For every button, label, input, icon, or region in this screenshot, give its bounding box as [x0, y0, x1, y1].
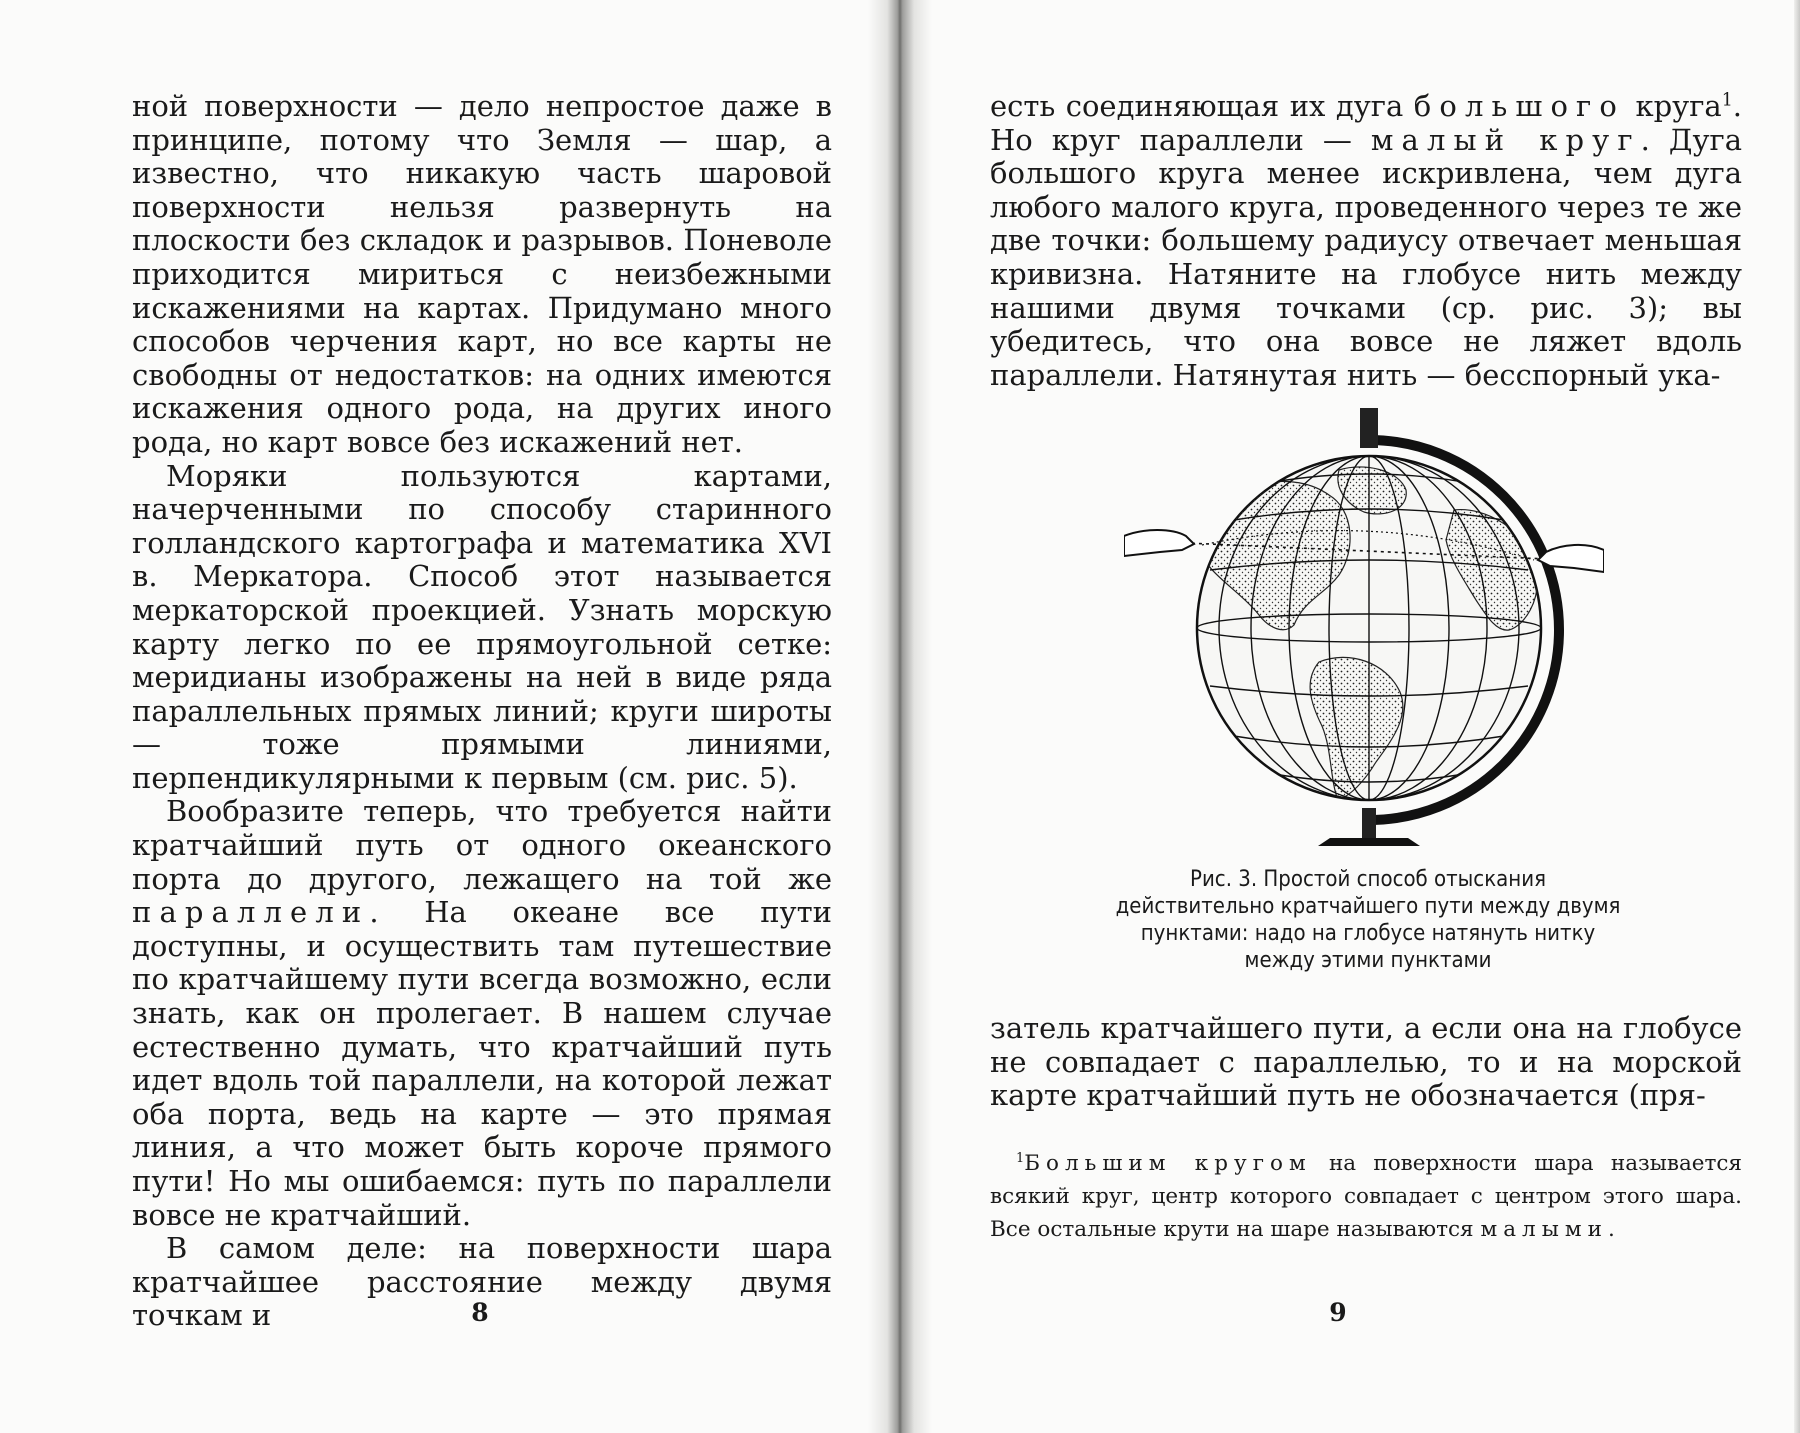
paragraph-5-mid: . Но круг параллели —: [990, 89, 1742, 157]
right-page-body-bottom: [990, 1012, 1742, 1113]
footnote-marker: 1: [1016, 1150, 1025, 1166]
left-hand: [1124, 530, 1194, 556]
paragraph-4: В самом деле: на поверхности шара кратчайшее расстояние между двумя точкам и: [132, 1231, 832, 1333]
footnote-tail: малыми: [1480, 1217, 1608, 1242]
paragraph-2: Моряки пользуются картами, начерченными по способу старинного голландского картографа и математика XVI в. Меркатора. Способ этот называется меркаторской проекцией. Узнать морскую карту легко по ее прямоугольной сетке: меридианы изображены на ней в виде ряда параллельных прямых линий; круги широты — тоже прямыми линиями, перпендикулярными к первым (см. рис. 5).: [132, 458, 832, 795]
paragraph-3-lead: Вообразите теперь, что требуется найти кратчайший путь от одного океанского порта до другого, лежащего на той же: [132, 794, 832, 896]
footnote-body: на поверхности шара называется всякий круг, центр которого совпадает с центром этого шара. Все остальные крути на шаре называются: [990, 1151, 1742, 1242]
emphasis-small-circle: малый круг: [1370, 122, 1641, 157]
word-circle: круга: [1635, 89, 1722, 123]
footnote-text: [990, 1147, 1742, 1246]
right-page: [932, 0, 1800, 1433]
emphasis-great: большого: [1413, 89, 1625, 123]
page-number-right: 9: [1329, 1298, 1347, 1327]
left-page: [0, 0, 868, 1433]
footnote-ref: 1: [1721, 90, 1733, 111]
page-number-left: 8: [471, 1298, 489, 1327]
left-page-body: [132, 90, 832, 1333]
emphasis-parallel: параллели: [132, 895, 370, 930]
globe-axis-bottom: [1362, 808, 1376, 838]
paragraph-1: ной поверхности — дело непростое даже в принципе, потому что Земля — шар, а известно, что никакую часть шаровой поверхности нельзя развернуть на плоскости без складок и разрывов. Поневоле приходится мириться с неизбежными искажениями на картах. Придумано много способов черчения карт, но все карты не свободны от недостатков: на одних имеются искажения одного рода, на других иного рода, но карт вовсе без искажений нет.: [132, 89, 832, 459]
globe-figure: [1124, 400, 1604, 860]
footnote-lead: Большим кругом: [1024, 1151, 1312, 1176]
paragraph-3: [132, 795, 832, 1232]
paragraph-6: затель кратчайшего пути, а если она на глобусе не совпадает с параллелью, то и на морской карте кратчайший путь не обозначается (пря-: [990, 1011, 1742, 1113]
globe-axis-top: [1360, 408, 1378, 448]
figure-caption: Рис. 3. Простой способ отыскания действительно кратчайшего пути между двумя пунктами: надо на глобусе натянуть нитку между этими пунктами: [1115, 867, 1621, 973]
right-page-body-top: [990, 90, 1742, 392]
footnote: [990, 1147, 1742, 1246]
paragraph-3-rest: . На океане все пути доступны, и осуществить там путешествие по кратчайшему пути всегда возможно, если знать, как он пролегает. В нашем случае естественно думать, что кратчайший путь идет вдоль той параллели, на которой лежат оба порта, ведь на карте — это прямая линия, а что может быть короче прямого пути! Но мы ошибаемся: путь по параллели вовсе не кратчайший.: [132, 895, 832, 1232]
footnote-end: .: [1607, 1217, 1615, 1242]
globe-stand: [1318, 838, 1420, 846]
book-gutter: [868, 0, 932, 1433]
paragraph-5-lead: есть соединяющая их дуга: [990, 89, 1404, 123]
paragraph-5: [990, 90, 1742, 392]
paragraph-5-rest: . Дуга большого круга менее искривлена, чем дуга любого малого круга, проведенного через те же две точки: большему радиусу отвечает меньшая кривизна. Натяните на глобусе нить между нашими двумя точками (ср. рис. 3); вы убедитесь, что она вовсе не ляжет вдоль параллели. Натянутая нить — бесспорный ука-: [990, 122, 1742, 392]
